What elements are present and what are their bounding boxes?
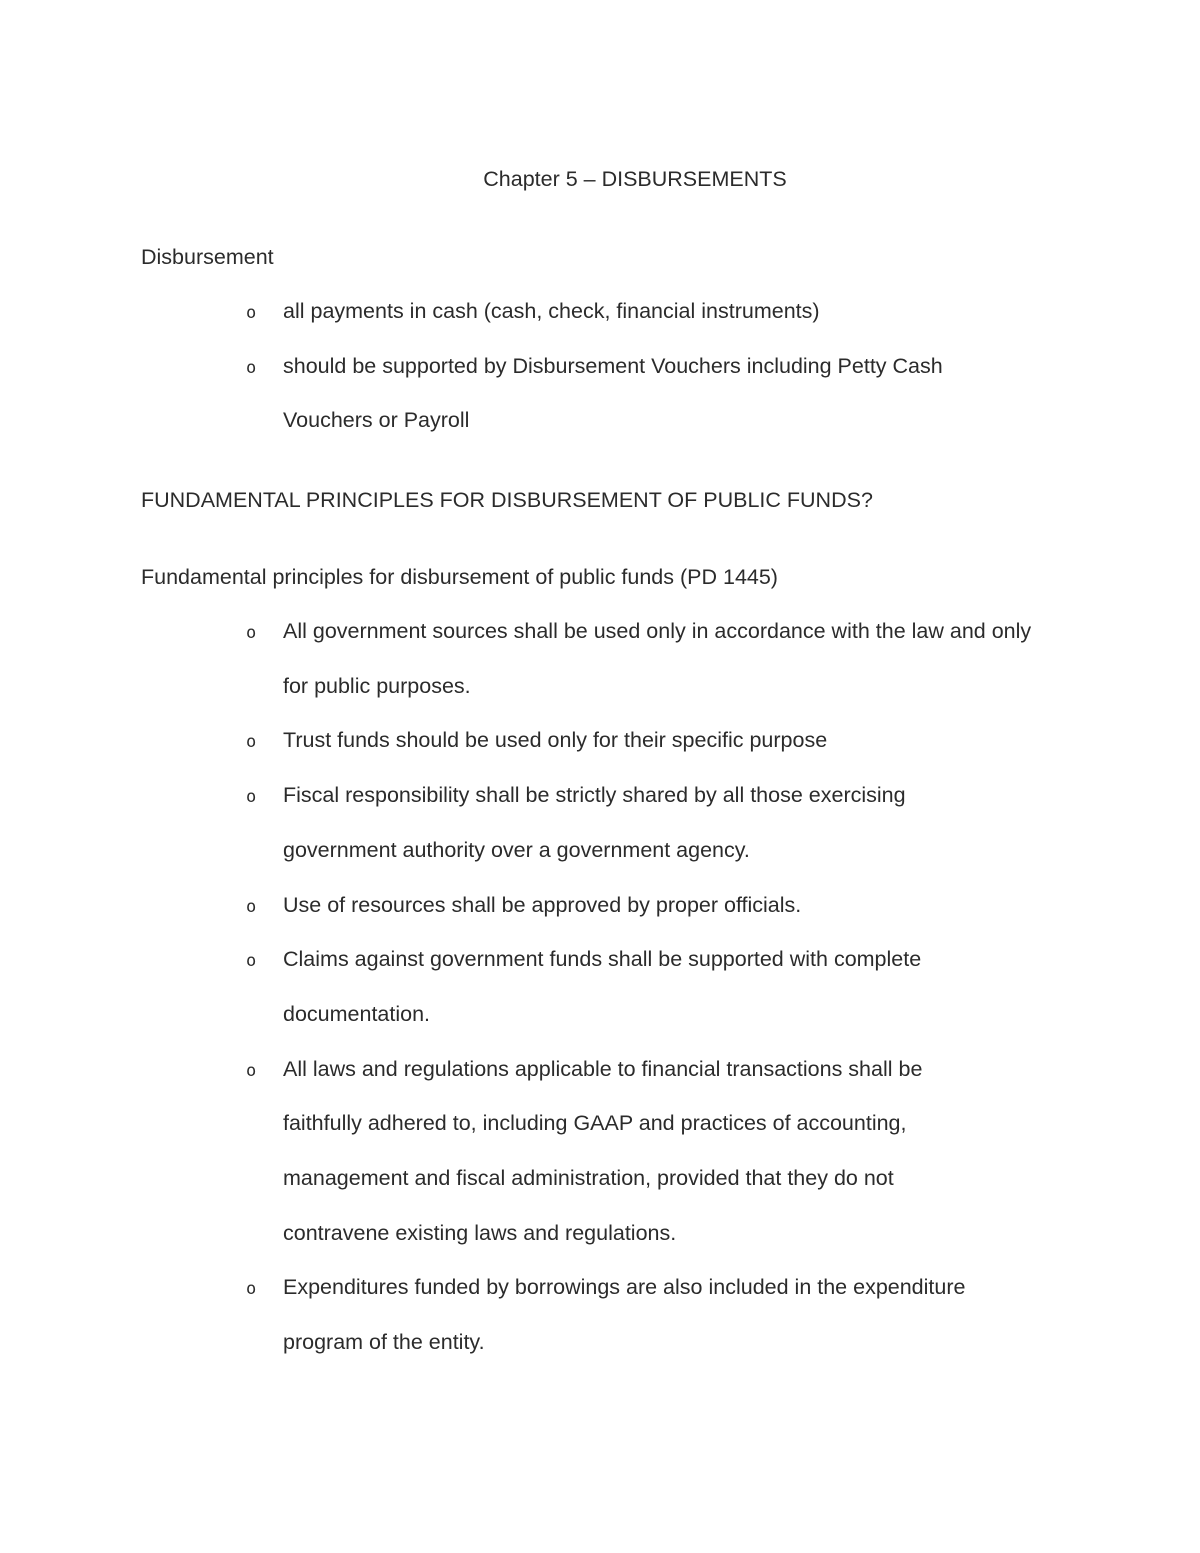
bullet-icon: o — [246, 732, 257, 753]
bullet-icon: o — [246, 896, 257, 917]
list-item-text: Expenditures funded by borrowings are also included in the expenditure program of the entity. — [283, 1275, 966, 1355]
bullet-icon: o — [246, 787, 257, 808]
principles-list — [246, 604, 1066, 1370]
page-title: Chapter 5 – DISBURSEMENTS — [483, 167, 787, 191]
list-item — [246, 284, 1066, 339]
list-item-text: Use of resources shall be approved by proper officials. — [283, 892, 802, 917]
disbursement-list — [246, 284, 1066, 448]
section-heading-principles: Fundamental principles for disbursement of public funds (PD 1445) — [141, 565, 778, 589]
list-item-text: All government sources shall be used only in accordance with the law and only for public purposes. — [283, 619, 1032, 698]
list-item-text: should be supported by Disbursement Vouchers including Petty Cash Vouchers or Payroll — [283, 353, 943, 433]
section-heading-disbursement: Disbursement — [141, 245, 274, 269]
list-item — [246, 604, 1066, 713]
list-item-text: Trust funds should be used only for their specific purpose — [283, 728, 828, 753]
list-item — [246, 768, 1066, 877]
bullet-icon: o — [246, 357, 257, 378]
list-item — [246, 878, 1066, 933]
bullet-icon: o — [246, 623, 257, 643]
bullet-icon: o — [246, 951, 257, 972]
list-item — [246, 1042, 1066, 1261]
list-item-text: Claims against government funds shall be supported with complete documentation. — [283, 947, 922, 1026]
section-heading-principles-question: FUNDAMENTAL PRINCIPLES FOR DISBURSEMENT OF PUBLIC FUNDS? — [141, 488, 873, 512]
bullet-icon: o — [246, 1279, 257, 1300]
bullet-icon: o — [246, 303, 257, 323]
bullet-icon: o — [246, 1060, 257, 1081]
list-item-text: All laws and regulations applicable to financial transactions shall be faithfully adhered to, including GAAP and practices of accounting, management and fiscal administration, provided that they do not contravene existing laws and regulations. — [283, 1056, 923, 1245]
list-item — [246, 713, 1066, 768]
list-item-text: all payments in cash (cash, check, financial instruments) — [283, 299, 820, 323]
list-item — [246, 1260, 1066, 1369]
list-item — [246, 932, 1066, 1041]
list-item-text: Fiscal responsibility shall be strictly shared by all those exercising government authority over a government agency. — [283, 783, 906, 862]
list-item — [246, 339, 1066, 448]
